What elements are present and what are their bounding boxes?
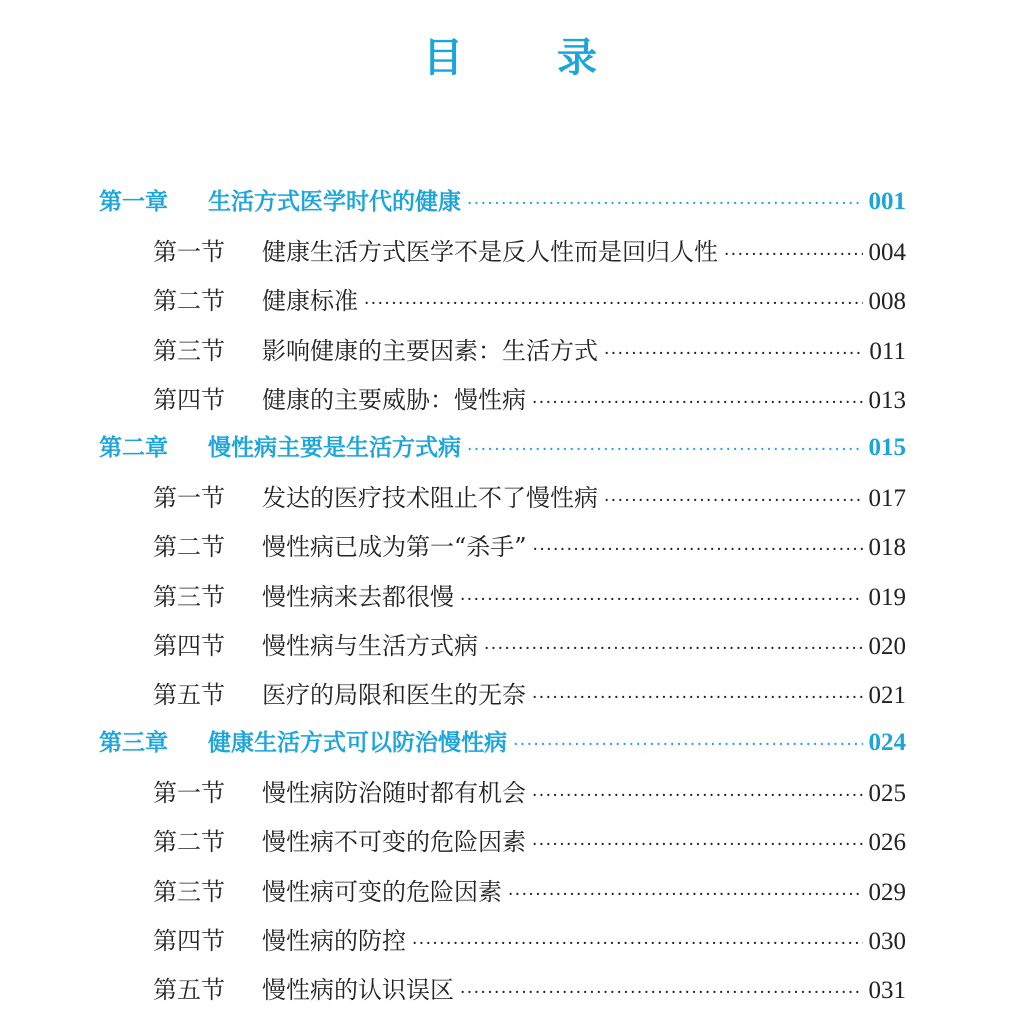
chapter-title: 生活方式医学时代的健康 [208,189,461,215]
dot-leader [460,985,863,1002]
section-number: 第五节 [153,976,225,1004]
toc-section-entry[interactable] [0,872,906,921]
dot-leader [604,493,863,510]
toc-list [0,183,1020,1019]
page-number: 015 [868,433,906,461]
toc-section-entry[interactable] [0,478,906,527]
page-number: 004 [868,239,906,267]
toc-chapter-entry[interactable] [0,183,906,232]
section-number: 第三节 [153,582,225,611]
page-number: 011 [869,337,906,365]
chapter-number: 第三章 [99,730,168,757]
section-title: 健康的主要威胁：慢性病 [262,385,526,414]
page-number: 020 [868,632,906,660]
section-number: 第五节 [153,680,225,709]
dot-leader [532,788,863,805]
toc-section-entry[interactable] [0,380,906,429]
section-title: 影响健康的主要因素：生活方式 [262,336,598,365]
section-title: 慢性病的认识误区 [262,976,454,1004]
dot-leader [724,247,863,264]
toc-section-entry[interactable] [0,331,906,380]
page-number: 029 [868,878,906,906]
dot-leader [467,196,863,213]
dot-leader [467,442,863,459]
dot-leader [508,887,863,904]
section-title: 发达的医疗技术阻止不了慢性病 [262,484,598,513]
dot-leader [532,837,863,854]
section-title: 慢性病来去都很慢 [262,582,454,611]
section-title: 慢性病已成为第一“杀手” [262,533,527,562]
page-number: 024 [868,729,906,757]
dot-leader [533,542,863,559]
toc-section-entry[interactable] [0,822,906,871]
toc-chapter-entry[interactable] [0,724,906,773]
section-number: 第三节 [153,877,225,906]
toc-chapter-entry[interactable] [0,429,906,478]
section-number: 第四节 [153,926,225,955]
page-number: 031 [868,977,906,1004]
section-number: 第一节 [153,484,225,513]
toc-section-entry[interactable] [0,773,906,822]
dot-leader [513,737,863,754]
section-number: 第三节 [153,336,225,365]
section-number: 第四节 [153,631,225,660]
toc-section-entry[interactable] [0,970,906,1019]
section-number: 第二节 [153,828,225,857]
page-number: 017 [868,485,906,513]
dot-leader [532,690,863,707]
chapter-number: 第二章 [99,434,168,461]
chapter-title: 健康生活方式可以防治慢性病 [208,730,507,757]
dot-leader [364,296,863,313]
toc-section-entry[interactable] [0,232,906,281]
section-number: 第二节 [153,533,225,562]
page-number: 013 [868,386,906,414]
section-number: 第二节 [153,287,225,316]
toc-section-entry[interactable] [0,626,906,675]
section-title: 慢性病不可变的危险因素 [262,828,526,857]
section-number: 第四节 [153,385,225,414]
page-number: 025 [868,780,906,808]
toc-section-entry[interactable] [0,281,906,330]
dot-leader [604,346,863,363]
page-number: 001 [868,188,906,215]
chapter-number: 第一章 [99,189,168,215]
page-number: 019 [868,583,906,611]
section-title: 慢性病与生活方式病 [262,631,478,660]
section-title: 医疗的局限和医生的无奈 [262,680,526,709]
page-title: 目 录 [423,35,637,81]
section-number: 第一节 [153,779,225,808]
section-title: 慢性病的防控 [262,926,406,955]
section-title: 慢性病可变的危险因素 [262,877,502,906]
chapter-title: 慢性病主要是生活方式病 [208,434,461,461]
toc-section-entry[interactable] [0,921,906,970]
toc-section-entry[interactable] [0,527,906,576]
section-title: 健康生活方式医学不是反人性而是回归人性 [262,238,718,267]
toc-section-entry[interactable] [0,675,906,724]
section-title: 健康标准 [262,287,358,316]
section-title: 慢性病防治随时都有机会 [262,779,526,808]
page-number: 030 [868,927,906,955]
page-number: 021 [868,681,906,709]
toc-section-entry[interactable] [0,577,906,626]
page-number: 026 [868,829,906,857]
page-number: 018 [868,534,906,562]
dot-leader [412,936,863,953]
dot-leader [484,641,863,658]
section-number: 第一节 [153,238,225,267]
page-number: 008 [868,288,906,316]
dot-leader [460,592,863,609]
dot-leader [532,395,863,412]
